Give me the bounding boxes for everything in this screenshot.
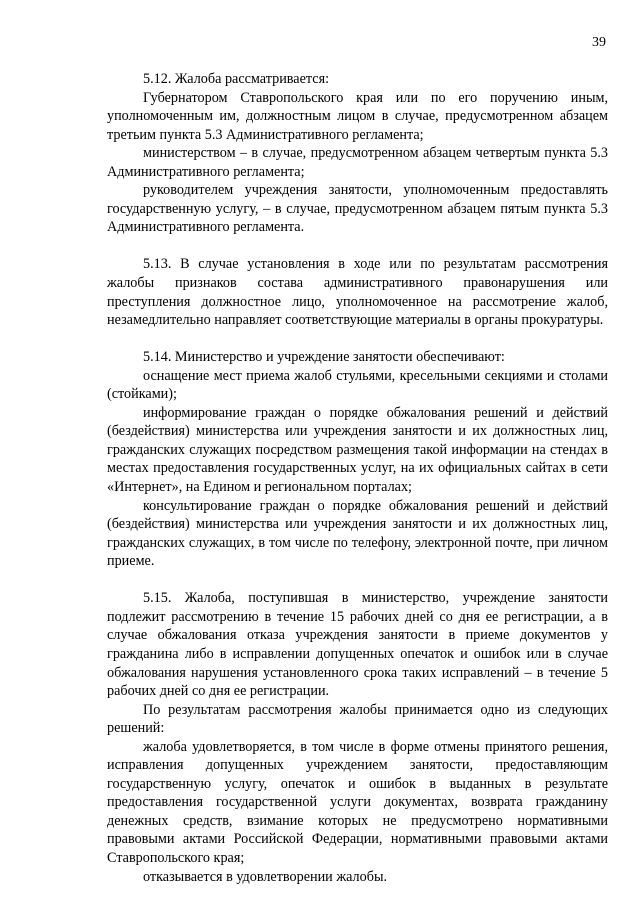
paragraph: 5.15. Жалоба, поступившая в министерство, учреждение занятости подлежит рассмотрению в течение 15 рабочих дней со дня ее регистрации, а в случае обжалования отказа учреждения занятости в приеме документов у гражданина либо в исправлении допущенных опечаток и ошибок или в случае обжалования нарушения установленного срока таких исправлений – в течение 5 рабочих дней со дня ее регистрации. [107,590,608,700]
paragraph: руководителем учреждения занятости, уполномоченным предоставлять государственную услугу, – в случае, предусмотренном абзацем пятым пункта 5.3 Административного регламента. [107,182,608,236]
paragraph: информирование граждан о порядке обжалования решений и действий (бездействия) министерства или учреждения занятости и их должностных лиц, гражданских служащих посредством размещения такой информации на стендах в местах предоставления государственных услуг, на их официальных сайтах в сети «Интернет», на Едином и региональном порталах; [107,404,608,496]
paragraph: По результатам рассмотрения жалобы принимается одно из следующих решений: [107,701,608,737]
paragraph: оснащение мест приема жалоб стульями, кресельными секциями и столами (стойками); [107,367,608,403]
paragraph: 5.14. Министерство и учреждение занятости обеспечивают: [143,349,505,366]
section-5-13 [107,255,608,329]
paragraph: жалоба удовлетворяется, в том числе в форме отмены принятого решения, исправления допущенных учреждением занятости, предоставляющим государственную услугу, опечаток и ошибок в выданных в результате предоставления государственной услуги документах, возврата гражданину денежных средств, взимание которых не предусмотрено нормативными правовыми актами Российской Федерации, нормативными правовыми актами Ставропольского края; [107,738,608,866]
paragraph: консультирование граждан о порядке обжалования решений и действий (бездействия) министерства или учреждения занятости и их должностных лиц, гражданских служащих, в том числе по телефону, электронной почте, при личном приеме. [107,497,608,570]
paragraph: Губернатором Ставропольского края или по его поручению иным, уполномоченным им, должностным лицом в случае, предусмотренном абзацем третьим пункта 5.3 Административного регламента; [107,89,608,143]
paragraph: отказывается в удовлетворении жалобы. [143,868,388,885]
paragraph: министерством – в случае, предусмотренном абзацем четвертым пункта 5.3 Административного регламента; [107,145,608,180]
section-5-12 [107,70,608,237]
document-body [107,70,608,886]
section-5-15 [107,589,608,886]
paragraph: 5.12. Жалоба рассматривается: [143,71,330,87]
paragraph: 5.13. В случае установления в ходе или по результатам рассмотрения жалобы признаков состава административного правонарушения или преступления должностное лицо, уполномоченное на рассмотрение жалоб, незамедлительно направляет соответствующие материалы в органы прокуратуры. [107,256,608,329]
section-5-14 [107,348,608,571]
page-number: 39 [592,35,606,50]
